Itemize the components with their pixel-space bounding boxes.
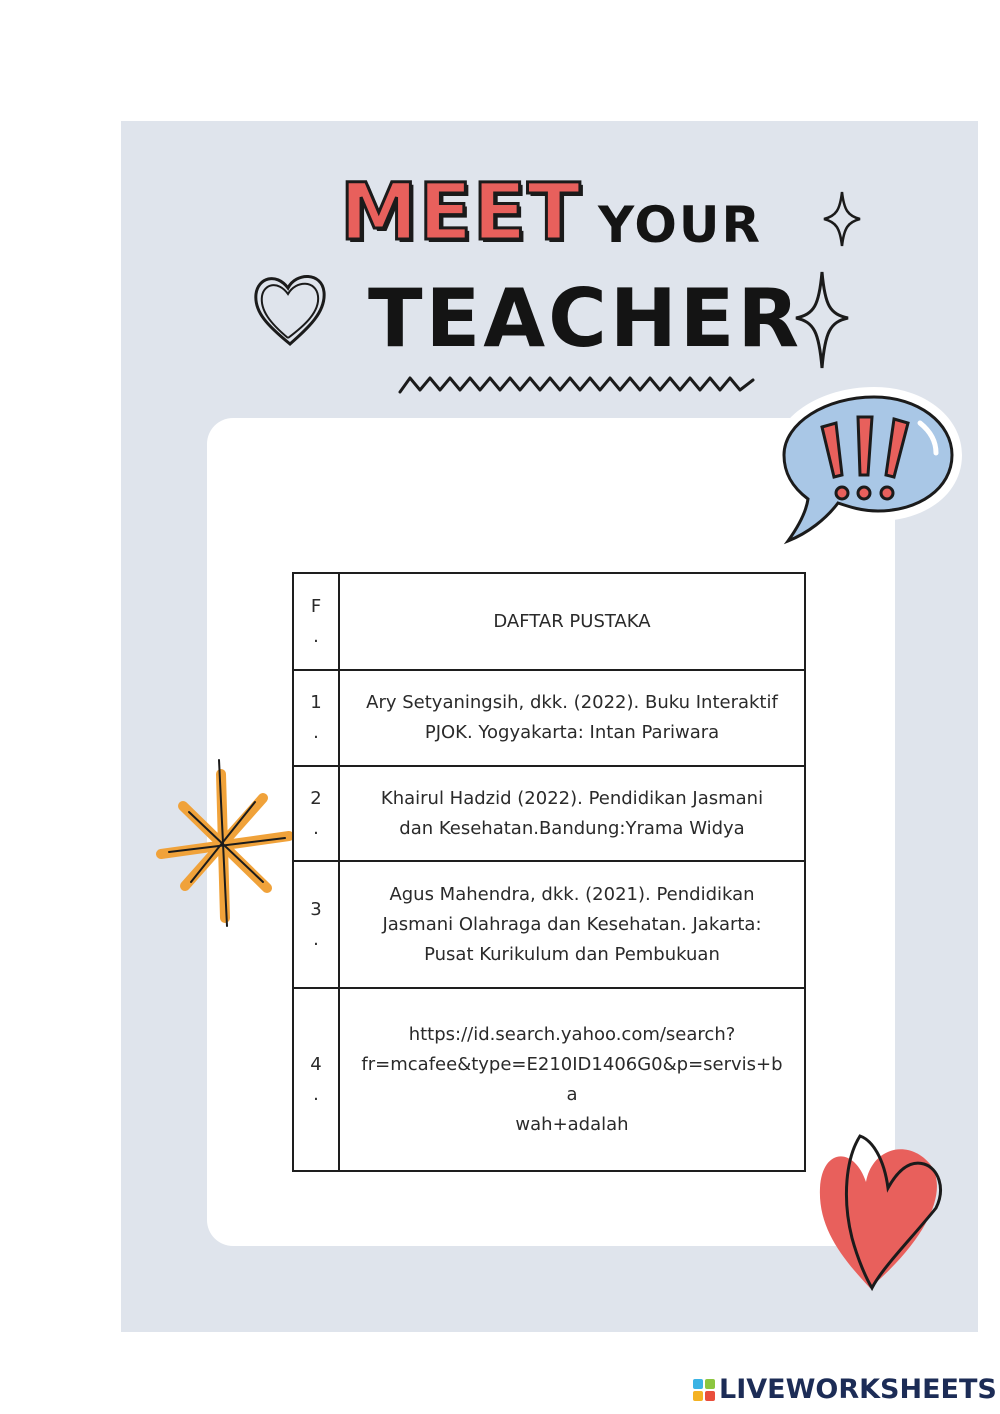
liveworksheets-logo[interactable] [693, 1374, 997, 1405]
heart-outline-icon [250, 268, 330, 350]
num-char: 4 [310, 1053, 322, 1075]
table-header-num [293, 573, 339, 670]
sparkle-icon [822, 190, 862, 248]
liveworksheets-brand-text: LIVEWORKSHEETS [719, 1374, 997, 1405]
reference-line: https://id.search.yahoo.com/search? [408, 1023, 736, 1045]
reference-text [339, 670, 805, 766]
red-heart-icon [812, 1128, 946, 1292]
reference-line: Ary Setyaningsih, dkk. (2022). Buku Interaktif [366, 692, 778, 713]
num-char: F [310, 595, 322, 617]
num-char: 1 [310, 692, 322, 713]
num-char: 3 [310, 898, 322, 920]
reference-text [339, 766, 805, 861]
sparkle-icon [794, 270, 850, 370]
num-char: 2 [310, 787, 322, 809]
table-header-title: DAFTAR PUSTAKA [339, 573, 805, 670]
num-char: . [313, 1083, 319, 1105]
liveworksheets-logo-icon [693, 1379, 715, 1401]
starburst-icon [155, 758, 295, 930]
num-char: . [313, 722, 319, 743]
row-number [293, 670, 339, 766]
reference-line: Agus Mahendra, dkk. (2021). Pendidikan [389, 883, 755, 905]
reference-line: wah+adalah [515, 1113, 629, 1135]
num-char: . [313, 928, 319, 950]
title-teacher: TEACHER [368, 272, 803, 365]
bibliography-table [292, 572, 806, 1172]
zigzag-underline-icon [398, 368, 758, 398]
reference-text [339, 861, 805, 988]
title-your: YOUR [598, 196, 763, 254]
reference-text [339, 988, 805, 1171]
reference-line: Khairul Hadzid (2022). Pendidikan Jasmani [380, 787, 764, 809]
row-number [293, 861, 339, 988]
table-header-row [293, 573, 805, 670]
num-char: . [313, 817, 319, 839]
row-number [293, 988, 339, 1171]
table-row [293, 766, 805, 861]
num-char: . [313, 625, 319, 647]
reference-line: PJOK. Yogyakarta: Intan Pariwara [424, 722, 720, 743]
table-row [293, 988, 805, 1171]
reference-line: Pusat Kurikulum dan Pembukuan [424, 943, 720, 965]
exclamation-bubble-icon [770, 383, 966, 559]
reference-line: fr=mcafee&type=E210ID1406G0&p=servis+ba [361, 1053, 783, 1105]
reference-line: Jasmani Olahraga dan Kesehatan. Jakarta: [382, 913, 762, 935]
title-meet: MEET [340, 168, 582, 258]
table-row [293, 861, 805, 988]
table-row [293, 670, 805, 766]
row-number [293, 766, 339, 861]
reference-line: dan Kesehatan.Bandung:Yrama Widya [399, 817, 745, 839]
